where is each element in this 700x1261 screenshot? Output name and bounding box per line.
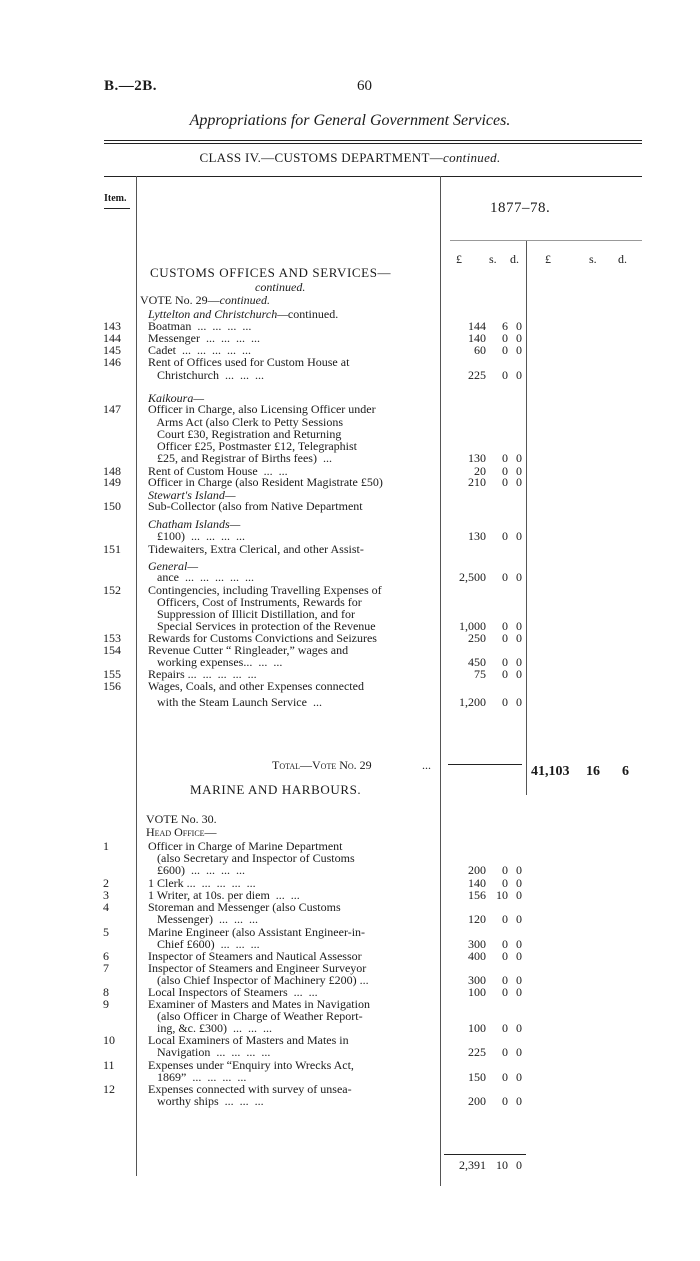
vote-30-line-item-number: 8 (103, 985, 109, 999)
vote-29-line-description: Court £30, Registration and Returning (148, 427, 342, 441)
vote-30-line-amount-pence: 0 (516, 876, 522, 890)
pound-header-1: £ (456, 252, 462, 266)
vote-30-line-description: Inspector of Steamers and Engineer Surveyor (148, 961, 367, 975)
vote-29-line-description: Officers, Cost of Instruments, Rewards for (148, 595, 362, 609)
vote-29-line-description: working expenses... ... ... (148, 655, 283, 669)
vote-30-line-item-number: 4 (103, 900, 109, 914)
vote-29-line-amount-pence: 0 (516, 695, 522, 709)
vote-29-line-amount-shillings: 0 (502, 631, 508, 645)
vote-29-line-amount-shillings: 0 (502, 529, 508, 543)
vote-30-line-item-number: 11 (103, 1058, 115, 1072)
pence-header-1: d. (510, 252, 519, 266)
group-kaikoura-heading: Kaikoura— (148, 391, 205, 405)
vote-29-line-description: Special Services in protection of the Revenue (148, 619, 376, 633)
total-vote-29-leader: ... (422, 758, 431, 772)
vote-29-line-amount-pence: 0 (516, 529, 522, 543)
vote-30-line-item-number: 6 (103, 949, 109, 963)
vote-30-line-amount-shillings: 0 (502, 1070, 508, 1084)
vote-29-line-description: Rent of Offices used for Custom House at (148, 355, 350, 369)
vote-29-line-amount-pounds: 2,500 (459, 570, 486, 584)
vote-30-line-amount-pounds: 120 (468, 912, 486, 926)
vote-30-line-description: 1869” ... ... ... ... (148, 1070, 247, 1084)
group-lyttelton-label: Lyttelton and Christchurch— (148, 307, 288, 321)
vote-29-line-description: Sub-Collector (also from Native Department (148, 499, 363, 513)
vote-30-line-item-number: 2 (103, 876, 109, 890)
vote-29-line-description: Revenue Cutter “ Ringleader,” wages and (148, 643, 349, 657)
vote-29-line-item-number: 150 (103, 499, 121, 513)
vote-30-line-description: ing, &c. £300) ... ... ... (148, 1021, 272, 1035)
total-vote-29-shillings: 16 (586, 764, 600, 779)
subtotal-pounds: 2,391 (459, 1158, 486, 1172)
vote-29-line-description: Rewards for Customs Convictions and Seizures (148, 631, 377, 645)
amount-column-rule-right (526, 240, 527, 795)
vote-30-line-amount-pence: 0 (516, 863, 522, 877)
vote-29-line-item-number: 146 (103, 355, 121, 369)
vote-29-line-item-number: 151 (103, 542, 121, 556)
year-header-rule (450, 240, 642, 241)
vote-30-line-description: Inspector of Steamers and Nautical Assessor (148, 949, 362, 963)
vote-29-label: VOTE No. 29— (140, 293, 220, 307)
vote-30-line-description: Examiner of Masters and Mates in Navigation (148, 997, 370, 1011)
vote-29-line-description: ance ... ... ... ... ... (148, 570, 254, 584)
vote-30-line-description: Local Examiners of Masters and Mates in (148, 1033, 349, 1047)
section-heading-customs-cont: continued. (255, 280, 306, 294)
vote-29-line-description: Tidewaiters, Extra Clerical, and other Assist- (148, 542, 364, 556)
vote-29-line-amount-pence: 0 (516, 464, 522, 478)
vote-30-line-amount-pence: 0 (516, 888, 522, 902)
table-top-rule (104, 176, 642, 177)
vote-30-line-description: Storeman and Messenger (also Customs (148, 900, 341, 914)
vote-29-line-amount-pence: 0 (516, 368, 522, 382)
vote-30-line-amount-shillings: 0 (502, 937, 508, 951)
total-vote-29-rule (448, 764, 522, 765)
vote-29-line-amount-pounds: 60 (474, 343, 486, 357)
vote-30-line-description: 1 Clerk ... ... ... ... ... (148, 876, 256, 890)
vote-29-line-description: with the Steam Launch Service ... (148, 695, 322, 709)
vote-29-line-item-number: 152 (103, 583, 121, 597)
vote-30-line-amount-pounds: 156 (468, 888, 486, 902)
vote-30-line-amount-shillings: 0 (502, 1021, 508, 1035)
vote-30-line-description: worthy ships ... ... ... (148, 1094, 264, 1108)
vote-29-line-description: Wages, Coals, and other Expenses connected (148, 679, 364, 693)
title-rule-top (104, 140, 642, 141)
vote-29-line-amount-pounds: 1,200 (459, 695, 486, 709)
vote-30-line-amount-pounds: 200 (468, 863, 486, 877)
vote-30-line-amount-pence: 0 (516, 1094, 522, 1108)
shilling-header-1: s. (489, 252, 497, 266)
vote-30-line-amount-shillings: 0 (502, 1094, 508, 1108)
vote-30-heading: VOTE No. 30. (146, 812, 217, 826)
vote-30-line-amount-pence: 0 (516, 1070, 522, 1084)
vote-29-line-description: Contingencies, including Travelling Expenses of (148, 583, 382, 597)
item-header-underline (104, 208, 130, 209)
vote-29-line-description: Arms Act (also Clerk to Petty Sessions (148, 415, 343, 429)
vote-30-line-description: Expenses connected with survey of unsea- (148, 1082, 352, 1096)
page-title: Appropriations for General Government Services. (189, 112, 511, 129)
vote-30-line-amount-pounds: 300 (468, 973, 486, 987)
vote-30-line-item-number: 9 (103, 997, 109, 1011)
vote-29-line-item-number: 156 (103, 679, 121, 693)
group-stewart-island-heading: Stewart's Island— (148, 488, 236, 502)
vote-30-line-amount-pounds: 225 (468, 1045, 486, 1059)
vote-30-line-amount-pounds: 100 (468, 1021, 486, 1035)
subtotal-pence: 0 (516, 1158, 522, 1172)
shilling-header-2: s. (589, 252, 597, 266)
vote-29-line-item-number: 154 (103, 643, 121, 657)
vote-29-line-amount-pounds: 140 (468, 331, 486, 345)
vote-29-line-amount-shillings: 6 (502, 319, 508, 333)
item-column-header: Item. (104, 193, 127, 204)
vote-29-line-item-number: 143 (103, 319, 121, 333)
vote-30-line-amount-pence: 0 (516, 912, 522, 926)
report-reference: B.—2B. (104, 78, 158, 94)
vote-30-line-amount-pence: 0 (516, 949, 522, 963)
vote-29-line-amount-shillings: 0 (502, 667, 508, 681)
vote-29-line-description: Rent of Custom House ... ... (148, 464, 288, 478)
vote-29-line-amount-pounds: 20 (474, 464, 486, 478)
vote-30-line-amount-shillings: 0 (502, 949, 508, 963)
vote-30-line-description: (also Chief Inspector of Machinery £200) ... (148, 973, 369, 987)
vote-29-line-amount-pence: 0 (516, 619, 522, 633)
vote-30-line-description: 1 Writer, at 10s. per diem ... ... (148, 888, 300, 902)
vote-29-line-description: Officer in Charge (also Resident Magistrate £50) (148, 475, 383, 489)
vote-29-line-amount-shillings: 0 (502, 343, 508, 357)
vote-29-line-amount-pounds: 130 (468, 529, 486, 543)
vote-29-heading (140, 293, 270, 308)
class-heading (0, 150, 700, 166)
vote-29-line-item-number: 147 (103, 402, 121, 416)
class-heading-cont: continued. (443, 150, 501, 165)
vote-30-line-item-number: 12 (103, 1082, 115, 1096)
pound-header-2: £ (545, 252, 551, 266)
vote-30-line-amount-pence: 0 (516, 937, 522, 951)
vote-30-line-item-number: 7 (103, 961, 109, 975)
vote-30-line-description: Local Inspectors of Steamers ... ... (148, 985, 318, 999)
vote-30-line-amount-shillings: 0 (502, 912, 508, 926)
vote-30-line-description: Marine Engineer (also Assistant Engineer-in- (148, 925, 366, 939)
page-number: 60 (357, 78, 372, 94)
amount-column-rule-left (440, 176, 441, 1186)
total-vote-29-pounds: 41,103 (531, 764, 570, 779)
vote-29-line-amount-pounds: 250 (468, 631, 486, 645)
vote-30-line-description: (also Officer in Charge of Weather Report- (148, 1009, 363, 1023)
pence-header-2: d. (618, 252, 627, 266)
vote-29-line-item-number: 153 (103, 631, 121, 645)
subtotal-shillings: 10 (496, 1158, 508, 1172)
vote-29-line-amount-pence: 0 (516, 331, 522, 345)
vote-29-line-amount-shillings: 0 (502, 655, 508, 669)
vote-30-line-item-number: 5 (103, 925, 109, 939)
vote-29-line-description: Officer £25, Postmaster £12, Telegraphist (148, 439, 358, 453)
total-vote-29-label: Total—Vote No. 29 (272, 758, 372, 772)
vote-30-line-description: Expenses under “Enquiry into Wrecks Act, (148, 1058, 354, 1072)
vote-29-line-description: Messenger ... ... ... ... (148, 331, 260, 345)
vote-30-line-amount-shillings: 10 (496, 888, 508, 902)
vote-30-line-item-number: 1 (103, 839, 109, 853)
vote-29-line-description: Repairs ... ... ... ... ... (148, 667, 257, 681)
group-general-heading: General— (148, 559, 198, 573)
vote-29-line-item-number: 148 (103, 464, 121, 478)
vote-29-line-item-number: 144 (103, 331, 121, 345)
vote-29-line-amount-shillings: 0 (502, 695, 508, 709)
vote-29-line-amount-pence: 0 (516, 451, 522, 465)
vote-30-line-description: Messenger) ... ... ... (148, 912, 258, 926)
subtotal-rule (444, 1154, 526, 1155)
vote-29-line-amount-pence: 0 (516, 631, 522, 645)
vote-29-line-description: Officer in Charge, also Licensing Officer under (148, 402, 376, 416)
vote-30-line-amount-pence: 0 (516, 985, 522, 999)
vote-29-line-amount-shillings: 0 (502, 368, 508, 382)
vote-29-line-description: £100) ... ... ... ... (148, 529, 245, 543)
vote-29-line-item-number: 149 (103, 475, 121, 489)
vote-30-line-amount-pence: 0 (516, 1045, 522, 1059)
head-office-heading: Head Office— (146, 825, 217, 839)
vote-29-line-amount-shillings: 0 (502, 570, 508, 584)
vote-30-line-amount-pence: 0 (516, 1021, 522, 1035)
vote-30-line-amount-pounds: 140 (468, 876, 486, 890)
vote-29-line-amount-pounds: 450 (468, 655, 486, 669)
vote-29-line-item-number: 155 (103, 667, 121, 681)
vote-30-line-amount-pounds: 300 (468, 937, 486, 951)
group-lyttelton-cont: continued. (287, 307, 339, 321)
vote-29-line-description: Suppression of Illicit Distillation, and for (148, 607, 355, 621)
vote-29-line-amount-shillings: 0 (502, 451, 508, 465)
vote-30-line-amount-pounds: 200 (468, 1094, 486, 1108)
vote-30-line-item-number: 10 (103, 1033, 115, 1047)
item-column-rule (136, 176, 137, 1176)
vote-30-line-description: Chief £600) ... ... ... (148, 937, 260, 951)
vote-29-line-amount-pence: 0 (516, 655, 522, 669)
class-heading-main: CLASS IV.—CUSTOMS DEPARTMENT— (199, 150, 444, 165)
vote-29-cont: continued. (219, 293, 270, 307)
vote-30-line-description: Navigation ... ... ... ... (148, 1045, 271, 1059)
vote-30-line-amount-pence: 0 (516, 973, 522, 987)
vote-29-line-amount-pounds: 210 (468, 475, 486, 489)
vote-30-line-amount-shillings: 0 (502, 985, 508, 999)
vote-29-line-amount-pence: 0 (516, 475, 522, 489)
vote-29-line-item-number: 145 (103, 343, 121, 357)
vote-30-line-item-number: 3 (103, 888, 109, 902)
vote-30-line-amount-shillings: 0 (502, 1045, 508, 1059)
vote-29-line-amount-shillings: 0 (502, 464, 508, 478)
vote-29-line-amount-pence: 0 (516, 570, 522, 584)
section-heading-customs: CUSTOMS OFFICES AND SERVICES— (150, 265, 392, 280)
vote-29-line-amount-pounds: 130 (468, 451, 486, 465)
vote-30-line-amount-pounds: 100 (468, 985, 486, 999)
vote-29-line-amount-pence: 0 (516, 667, 522, 681)
vote-29-line-amount-pounds: 75 (474, 667, 486, 681)
vote-30-line-description: (also Secretary and Inspector of Customs (148, 851, 355, 865)
group-chatham-islands-heading: Chatham Islands— (148, 517, 241, 531)
vote-30-line-description: Officer in Charge of Marine Department (148, 839, 343, 853)
vote-30-line-amount-shillings: 0 (502, 863, 508, 877)
vote-29-line-amount-shillings: 0 (502, 331, 508, 345)
vote-29-line-amount-shillings: 0 (502, 475, 508, 489)
vote-29-line-amount-pounds: 144 (468, 319, 486, 333)
vote-29-line-amount-pence: 0 (516, 343, 522, 357)
section-heading-marine: MARINE AND HARBOURS. (190, 782, 362, 797)
vote-29-line-amount-pence: 0 (516, 319, 522, 333)
vote-30-line-amount-pounds: 150 (468, 1070, 486, 1084)
vote-29-line-amount-pounds: 225 (468, 368, 486, 382)
title-rule-bottom (104, 143, 642, 144)
year-column-header: 1877–78. (490, 200, 551, 216)
vote-29-line-description: £25, and Registrar of Births fees) ... (148, 451, 332, 465)
vote-30-line-description: £600) ... ... ... ... (148, 863, 245, 877)
vote-30-line-amount-shillings: 0 (502, 973, 508, 987)
total-vote-29-pence: 6 (622, 764, 629, 779)
vote-29-line-description: Christchurch ... ... ... (148, 368, 264, 382)
vote-29-line-amount-pounds: 1,000 (459, 619, 486, 633)
vote-29-line-description: Cadet ... ... ... ... ... (148, 343, 251, 357)
vote-30-line-amount-shillings: 0 (502, 876, 508, 890)
vote-30-line-amount-pounds: 400 (468, 949, 486, 963)
vote-29-line-amount-shillings: 0 (502, 619, 508, 633)
vote-29-line-description: Boatman ... ... ... ... (148, 319, 252, 333)
